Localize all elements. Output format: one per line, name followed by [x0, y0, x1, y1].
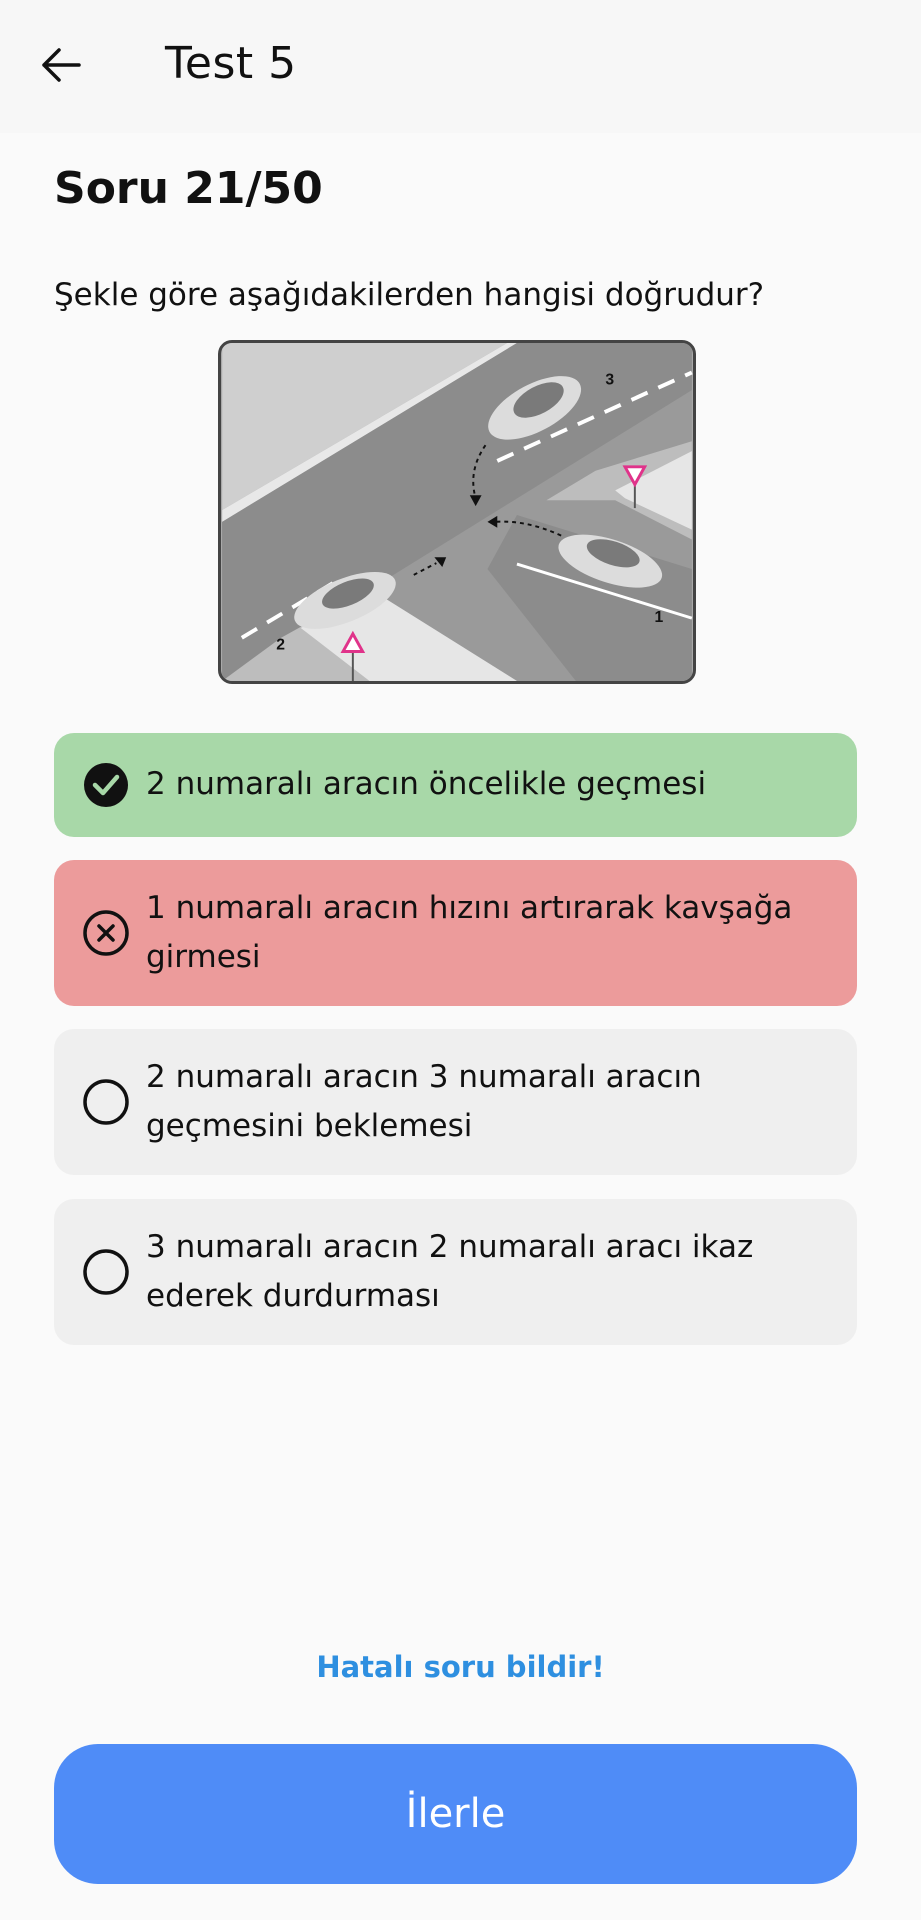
answer-option-label: 1 numaralı aracın hızını artırarak kavşağa girmesi — [146, 890, 793, 975]
car-1-label: 1 — [654, 609, 664, 627]
answer-option-label: 2 numaralı aracın 3 numaralı aracın geçmesini beklemesi — [146, 1059, 702, 1144]
check-circle-icon — [82, 761, 130, 809]
app-bar — [0, 0, 921, 133]
next-button[interactable]: İlerle — [54, 1744, 857, 1884]
radio-empty-icon — [82, 1248, 130, 1296]
answer-option-1[interactable] — [54, 733, 857, 837]
answer-option-4[interactable] — [54, 1199, 857, 1345]
arrow-left-icon — [41, 48, 81, 82]
radio-empty-icon — [82, 1078, 130, 1126]
car-2-label: 2 — [276, 636, 285, 654]
page-title: Test 5 — [165, 38, 297, 89]
intersection-illustration — [221, 343, 693, 681]
answer-option-label: 3 numaralı aracın 2 numaralı aracı ikaz ederek durdurması — [146, 1229, 754, 1314]
question-figure — [218, 340, 696, 684]
question-number: Soru 21/50 — [54, 163, 323, 214]
x-circle-icon — [82, 909, 130, 957]
answer-option-2[interactable] — [54, 860, 857, 1006]
question-text: Şekle göre aşağıdakilerden hangisi doğrudur? — [54, 277, 765, 313]
car-3-label: 3 — [605, 371, 615, 389]
answer-option-label: 2 numaralı aracın öncelikle geçmesi — [146, 766, 707, 802]
answer-option-3[interactable] — [54, 1029, 857, 1175]
back-button[interactable] — [36, 40, 86, 90]
report-question-link[interactable]: Hatalı soru bildir! — [316, 1650, 605, 1684]
